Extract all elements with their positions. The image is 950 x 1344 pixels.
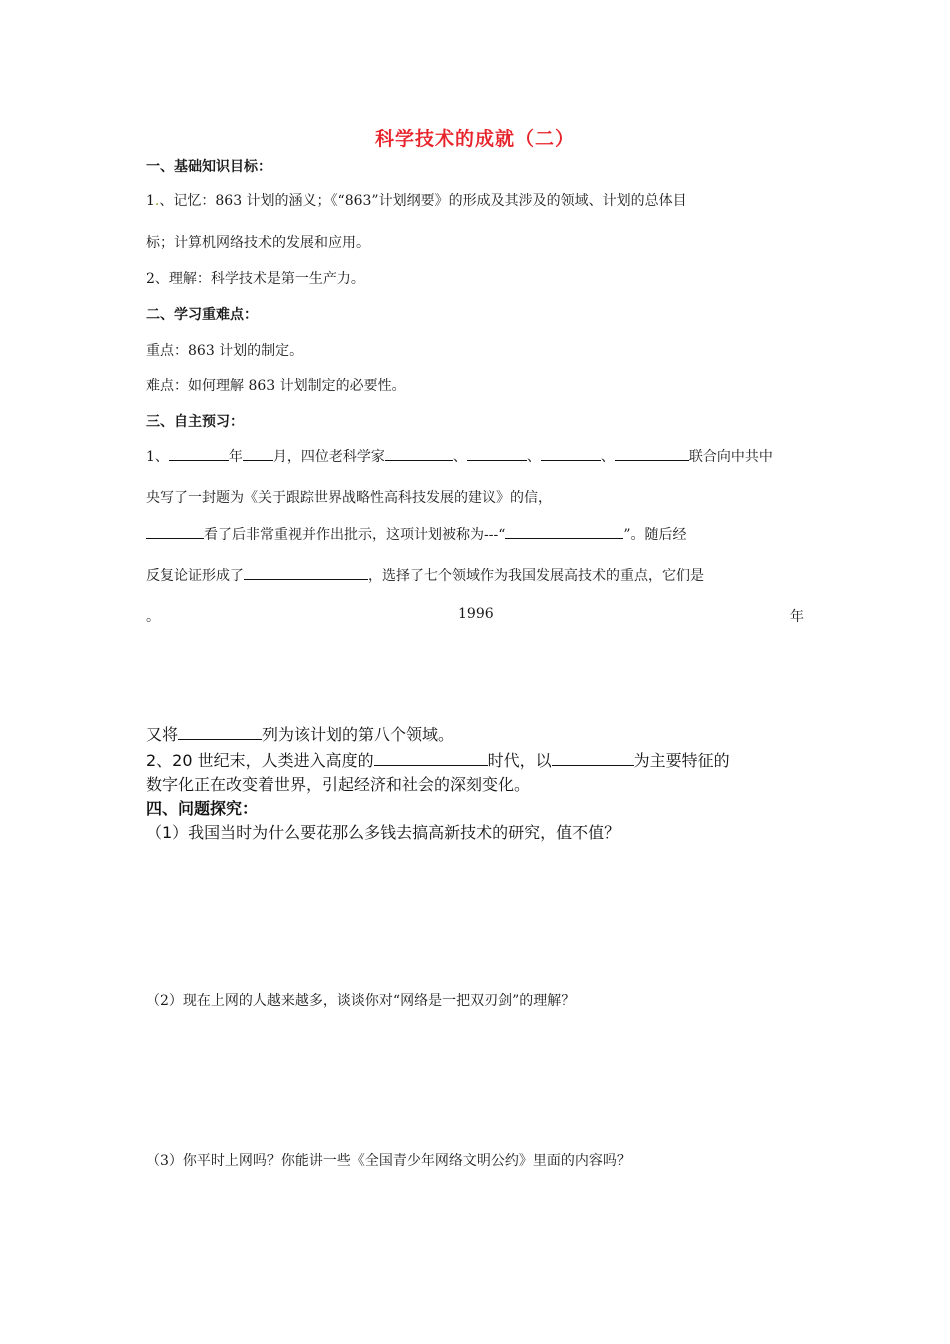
- preview-line-2: 央写了一封题为《关于跟踪世界战略性高科技发展的建议》的信，: [146, 490, 552, 506]
- preview-text: 月，四位老科学家: [272, 449, 385, 465]
- preview-text: 年: [228, 449, 243, 465]
- preview-text: ”。随后经: [623, 527, 687, 543]
- question-3: （3）你平时上网吗？你能讲一些《全国青少年网络文明公约》里面的内容吗？: [146, 1153, 631, 1169]
- preview-text: 1、: [146, 449, 169, 465]
- separator: 、: [452, 449, 467, 465]
- preview-line-4: [146, 565, 704, 585]
- preview-text: 又将: [146, 725, 179, 744]
- question-2: （2）现在上网的人越来越多，谈谈你对“网络是一把双刃剑”的理解？: [146, 993, 576, 1009]
- section-heading-key-points: 二、学习重难点：: [146, 307, 258, 323]
- page-title: 科学技术的成就（二）: [374, 128, 575, 150]
- blank-scientist-4[interactable]: [615, 446, 689, 461]
- goal-item-1-number: 1: [146, 193, 155, 209]
- preview-line-6: [146, 722, 454, 745]
- blank-eighth-field[interactable]: [178, 723, 262, 740]
- blank-scientist-3[interactable]: [541, 446, 601, 461]
- key-point: 重点：863 计划的制定。: [146, 343, 304, 359]
- blank-era[interactable]: [374, 749, 488, 766]
- preview-line-3: [146, 524, 687, 544]
- separator: 、: [526, 449, 541, 465]
- stray-mark: .: [154, 193, 160, 209]
- preview-text: 列为该计划的第八个领域。: [262, 725, 455, 744]
- preview-year-suffix: 年: [790, 609, 804, 625]
- preview-line-7: [146, 748, 730, 771]
- goal-item-1-line-1: [146, 190, 687, 210]
- preview-text: 反复论证形成了: [146, 568, 244, 584]
- blank-scientist-2[interactable]: [467, 446, 527, 461]
- preview-year-1996: 1996: [458, 606, 494, 622]
- section-heading-goals: 一、基础知识目标：: [146, 159, 272, 175]
- goal-item-2: 2、理解：科学技术是第一生产力。: [146, 271, 365, 287]
- preview-text: 为主要特征的: [633, 751, 730, 770]
- difficult-point: 难点：如何理解 863 计划制定的必要性。: [146, 378, 406, 394]
- section-heading-preview: 三、自主预习：: [146, 414, 244, 430]
- blank-feature[interactable]: [552, 749, 634, 766]
- preview-text: 时代，以: [487, 751, 552, 770]
- preview-text: 联合向中共中: [688, 449, 773, 465]
- question-1: （1）我国当时为什么要花那么多钱去搞高新技术的研究，值不值？: [146, 823, 621, 842]
- section-heading-inquiry: 四、问题探究：: [146, 799, 259, 818]
- blank-outline[interactable]: [244, 565, 368, 580]
- preview-line-8: 数字化正在改变着世界，引起经济和社会的深刻变化。: [146, 775, 531, 794]
- preview-text: 看了后非常重视并作出批示，这项计划被称为---“: [204, 527, 506, 543]
- blank-plan-name[interactable]: [505, 524, 623, 539]
- goal-item-1-line-2: 标；计算机网络技术的发展和应用。: [146, 235, 370, 251]
- preview-line-5-start: 。: [146, 609, 160, 625]
- preview-line-1: [146, 446, 773, 466]
- blank-scientist-1[interactable]: [385, 446, 453, 461]
- preview-text: 2、20 世纪末，人类进入高度的: [146, 751, 374, 770]
- separator: 、: [600, 449, 615, 465]
- preview-text: ，选择了七个领域作为我国发展高技术的重点，它们是: [368, 568, 704, 584]
- blank-month[interactable]: [243, 446, 273, 461]
- blank-year[interactable]: [169, 446, 229, 461]
- goal-item-1-text: 、记忆：863 计划的涵义；《“863”计划纲要》的形成及其涉及的领域、计划的总体目: [159, 193, 687, 209]
- blank-leader[interactable]: [146, 524, 204, 539]
